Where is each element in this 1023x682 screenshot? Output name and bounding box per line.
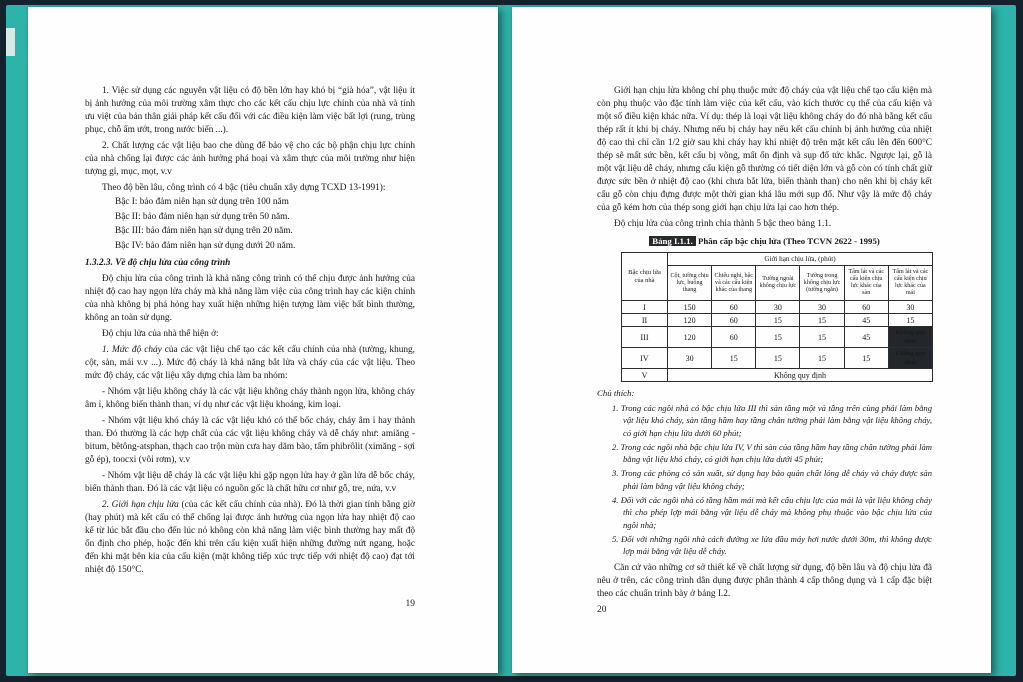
table-col-header-4: Tường trong không chịu lực (tường ngăn)	[800, 266, 844, 301]
table-row	[622, 369, 933, 382]
table-cell: 15	[888, 314, 932, 327]
table-cell: 15	[844, 348, 888, 369]
table-cell: 15	[756, 327, 800, 348]
note-item-4: 4. Đối với các ngôi nhà có tầng hầm mái mà kết cấu chịu lực của mái là vật liệu không cháy thì cho phép lợp mái bằng vật liệu dễ cháy mà không phụ thuộc vào bậc chịu lửa của ngôi nhà;	[612, 495, 932, 530]
table-header-row-1	[622, 253, 933, 266]
section-heading-fire-resistance: 1.3.2.3. Về độ chịu lửa của công trình	[85, 257, 231, 268]
page-right-content	[597, 85, 932, 604]
row-label: V	[622, 369, 668, 382]
table-col-header-2: Chiếu nghỉ, bậc và các cấu kiện khác của thang	[712, 266, 756, 301]
note-item-5: 5. Đối với những ngôi nhà cách đường xe lửa đầu máy hơi nước dưới 30m, thì không được lợp mái bằng vật liệu dễ cháy.	[612, 533, 932, 557]
table-cell: 15	[800, 348, 844, 369]
paragraph-burn-degree-text: của các vật liệu chế tạo các kết cấu chính của nhà (tường, khung, cột, sàn, mái v.v ...). Mức độ cháy là khả năng bắt lửa và cháy của các vật liệu. Theo mức độ cháy, các vật liệu xây dựng chia làm ba nhóm:	[85, 344, 416, 381]
table-corner-header: Bậc chịu lửa của nhà	[622, 253, 668, 301]
table-row	[622, 327, 933, 348]
page-right	[512, 7, 991, 673]
table-col-header-5: Tấm lát và các cấu kiện chịu lực khác của sàn	[844, 266, 888, 301]
page-left-content	[85, 85, 415, 580]
table-cell: 15	[800, 327, 844, 348]
fire-resistance-table	[621, 252, 933, 382]
table-title	[597, 235, 932, 248]
list-item-bac-1: Bậc I: bảo đảm niên hạn sử dụng trên 100 năm	[115, 197, 289, 207]
table-cell: 45	[844, 314, 888, 327]
table-cell: 45	[844, 327, 888, 348]
table-cell: 120	[668, 314, 712, 327]
paragraph-durability-grades-intro: Theo độ bền lâu, công trình có 4 bậc (tiêu chuẩn xây dựng TCXD 13-1991):	[102, 183, 386, 193]
paragraph-noncombustible-group: - Nhóm vật liệu không cháy là các vật liệu không cháy thành ngọn lửa, không cháy âm ỉ, không biến thành than, ví dụ như các vật liệu khoáng, kim loại.	[85, 386, 415, 410]
table-row	[622, 348, 933, 369]
paragraph-fire-limit-text: (của các kết cấu chính của nhà). Đó là thời gian tính bằng giờ (hay phút) mà kết cấu có thể chống lại được ảnh hưởng của ngọn lửa hay nhiệt độ cao kể từ lúc bắt đầu cho đến lúc nó không còn khả năng làm việc bình thường hay mất độ ổn định cho phép, hoặc đến khi trên cấu kiện xuất hiện những đường nứt ngang, hoặc đến khi mặt bên kia của cấu kiện (mặt không tiếp xúc trực tiếp với nhiệt độ cao) đạt tới nhiệt độ 150°C.	[85, 499, 415, 575]
paragraph-fire-limit	[85, 499, 415, 577]
table-cell: 15	[712, 348, 756, 369]
table-cell: 15	[756, 314, 800, 327]
term-fire-limit: 2. Giới hạn chịu lửa	[102, 499, 179, 510]
table-title-label: Bảng I.1.1.	[649, 236, 696, 246]
paragraph-materials-durability: 1. Việc sử dụng các nguyên vật liệu có độ bền lớn hay khó bị “già hóa”, vật liệu ít bị ảnh hưởng của môi trường xâm thực cho các kết cấu chịu lực chính của nhà và tính ưu việt của bản thân giải pháp kết cấu đối với các điều kiện làm việc bất lợi (rung, trùng phục, chỗ ẩm ướt, trong nước biển ...).	[85, 86, 415, 135]
table-cell: 60	[712, 327, 756, 348]
paragraph-classification-conclusion: Căn cứ vào những cơ sở thiết kế về chất lượng sử dụng, độ bền lâu và độ chịu lửa đã nêu ở trên, các công trình dân dụng được phân thành 4 cấp thông dụng và 1 cấp đặc biệt theo các chuẩn trình bày ở bảng I.2.	[597, 562, 932, 599]
paragraph-hardly-combustible-group: - Nhóm vật liệu khó cháy là các vật liệu khó có thể bốc cháy, cháy âm ỉ hay thành than. Đó thường là các hợp chất của các vật liệu không cháy và dễ cháy như: amiăng - bitum, bêtông-atsphan, thạch cao trộn mùn cưa hay dăm bào, tấm phibrôlit (ximăng - sợi gỗ ép), toocxi (vôi rơm), v.v	[85, 415, 415, 465]
table-row	[622, 314, 933, 327]
page-number-left: 19	[405, 599, 415, 609]
table-row	[622, 301, 933, 314]
table-col-header-3: Tường ngoài không chịu lực	[756, 266, 800, 301]
table-cell: 60	[844, 301, 888, 314]
table-cell: 30	[800, 301, 844, 314]
table-cell: 30	[756, 301, 800, 314]
table-cell-not-regulated: Không quy định	[888, 327, 932, 348]
table-header-row-2	[622, 266, 933, 301]
paragraph-fire-resistance-definition: Độ chịu lửa của công trình là khả năng công trình có thể chịu được ảnh hưởng của nhiệt độ cao hay ngọn lửa cháy mà khả năng làm việc của công trình hay các kiện chính của nhà không bị phá hỏng hay xuất hiện những hiện tượng làm việc bất bình thường, không an toàn sử dụng.	[85, 273, 415, 323]
page-edge-artifact	[6, 28, 15, 56]
page-left	[28, 7, 498, 673]
term-burn-degree: 1. Mức độ cháy	[102, 344, 162, 355]
row-label: IV	[622, 348, 668, 369]
paragraph-burn-degree	[85, 344, 415, 383]
table-cell: 60	[712, 314, 756, 327]
row-label: III	[622, 327, 668, 348]
paragraph-fire-limit-dependence: Giới hạn chịu lửa không chỉ phụ thuộc mức độ cháy của vật liệu chế tạo cấu kiện mà còn phụ thuộc vào đặc tính làm việc của kết cấu, vào kích thước cụ thể của cấu kiện và một số điều kiện khác nữa. Ví dụ: thép là loại vật liệu không cháy do đó nhà bằng kết cấu thép rất ít khi bị cháy. Nhưng nếu bị cháy hay nếu kết cấu chính bị ảnh hưởng của nhiệt độ cao thì chỉ cần 1/2 giờ sau khi cháy hay khi nhiệt độ trên mặt kết cấu lên đến 600°C thép sẽ mất sức bền, kết cấu bị võng, mất ổn định và sụp đổ tức khắc. Ngược lại, gỗ là một vật liệu dễ cháy, nhưng cấu kiện gỗ thường có tiết diện lớn và gỗ còn có tính chất giữ được sức bền ở nhiệt độ cao (khi chưa bắt lửa, biến thành than) cho nên khi bị cháy kết cấu gỗ còn chịu đựng được một thời gian khá lâu mới sụp đổ. Như vậy là mức độ cháy của gỗ kém hơn của thép song giới hạn chịu lửa lại cao hơn thép.	[597, 86, 932, 213]
list-item-bac-2: Bậc II: bảo đảm niên hạn sử dụng trên 50 năm.	[115, 211, 290, 222]
table-cell: 30	[888, 301, 932, 314]
paragraph-envelope-materials: 2. Chất lượng các vật liệu bao che dùng để bảo vệ cho các bộ phận chịu lực chính của nhà chống lại được các ảnh hưởng phá hoại và xâm thực của môi trường như hiện tượng gỉ, mục, mọt, v.v	[85, 141, 415, 177]
page-number-right: 20	[597, 605, 607, 615]
table-cell: 15	[800, 314, 844, 327]
paragraph-combustible-group: - Nhóm vật liệu dễ cháy là các vật liệu khi gặp ngọn lửa hay ở gần lửa dễ bốc cháy, biến thành than. Đó là các vật liệu có nguồn gốc là chất hữu cơ như gỗ, tre, nứa, v.v	[85, 470, 415, 494]
paragraph-five-grades: Độ chịu lửa của công trình chia thành 5 bậc theo bảng 1.1.	[614, 219, 832, 229]
table-span-header: Giới hạn chịu lửa, (phút)	[668, 253, 933, 266]
row-label: II	[622, 314, 668, 327]
table-cell: 15	[756, 348, 800, 369]
note-item-1: 1. Trong các ngôi nhà có bậc chịu lửa III thì sàn tầng một và tầng trên cùng phải làm bằng vật liệu khó cháy, sàn tầng hầm hay tầng chân tường phải làm bằng vật liệu không cháy, có giới hạn chịu lửa dưới 60 phút;	[612, 403, 932, 438]
notes-heading: Chú thích:	[597, 388, 635, 398]
row-label: I	[622, 301, 668, 314]
table-col-header-6: Tấm lát và các cấu kiện chịu lực khác của mái	[888, 266, 932, 301]
note-item-2: 2. Trong các ngôi nhà bậc chịu lửa IV, V thì sàn của tầng hầm hay tầng chân tường phải làm bằng vật liệu khó cháy, có giới hạn chịu lửa dưới 45 phút;	[612, 441, 932, 465]
table-cell: 120	[668, 327, 712, 348]
table-cell-not-regulated: Không quy định	[888, 348, 932, 369]
table-cell: 30	[668, 348, 712, 369]
list-item-bac-3: Bậc III: bảo đảm niên hạn sử dụng trên 20 năm.	[115, 226, 293, 236]
table-title-text: Phân cấp bậc chịu lửa (Theo TCVN 2622 - 1995)	[695, 236, 880, 246]
table-col-header-1: Cột, tường chịu lực, buồng thang	[668, 266, 712, 301]
table-cell: 60	[712, 301, 756, 314]
note-item-3: 3. Trong các phòng có sản xuất, sử dụng hay bảo quản chất lỏng dễ cháy và cháy được sàn phải làm bằng vật liệu không cháy;	[612, 468, 932, 491]
table-cell: 150	[668, 301, 712, 314]
paragraph-fire-resistance-aspects: Độ chịu lửa của nhà thể hiện ở:	[102, 328, 219, 339]
table-cell-span-not-regulated: Không quy định	[668, 369, 933, 382]
list-item-bac-4: Bậc IV: bảo đảm niên hạn sử dụng dưới 20 năm.	[115, 240, 296, 251]
